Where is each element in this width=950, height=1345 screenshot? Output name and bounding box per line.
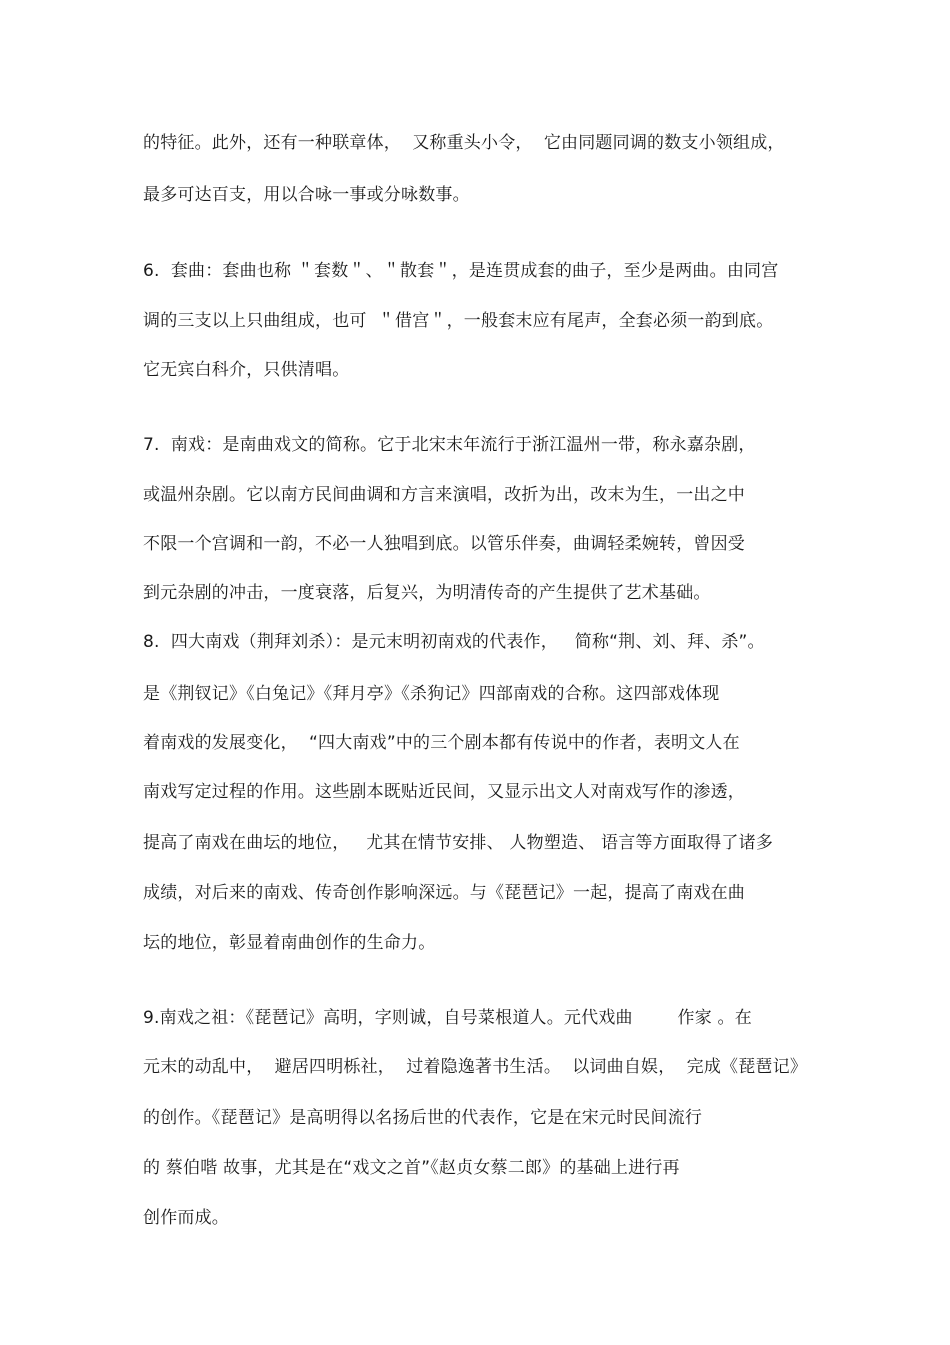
text-line: 不限一个宫调和一韵，不必一人独唱到底。以管乐伴奏，曲调轻柔婉转，曾因受 [143,534,745,554]
text-line: 的 蔡伯喈 故事，尤其是在“戏文之首”《赵贞女蔡二郎》的基础上进行再 [143,1158,680,1178]
text-line: 坛的地位，彰显着南曲创作的生命力。 [143,933,436,953]
text-line: 提高了南戏在曲坛的地位， 尤其在情节安排、 人物塑造、 语言等方面取得了诸多 [143,833,774,853]
text-line: 创作而成。 [143,1208,229,1228]
text-line: 的创作。《琵琶记》是高明得以名扬后世的代表作，它是在宋元时民间流行 [143,1108,703,1128]
text-line: 7. 南戏：是南曲戏文的简称。它于北宋末年流行于浙江温州一带，称永嘉杂剧， [143,435,756,455]
text-line: 或温州杂剧。它以南方民间曲调和方言来演唱，改折为出，改末为生，一出之中 [143,485,745,505]
text-line: 最多可达百支，用以合咏一事或分咏数事。 [143,185,470,205]
text-line: 它无宾白科介，只供清唱。 [143,360,350,380]
text-line: 元末的动乱中， 避居四明栎社， 过着隐逸著书生活。 以词曲自娱， 完成《琵琶记》 [143,1057,808,1077]
text-line: 8. 四大南戏（荆拜刘杀）：是元末明初南戏的代表作， 简称“荆、刘、拜、杀”。 [143,632,765,652]
text-line: 的特征。此外，还有一种联章体， 又称重头小令， 它由同题同调的数支小领组成， [143,133,785,153]
text-line: 9.南戏之祖：《琵琶记》高明，字则诚，自号菜根道人。元代戏曲 作家 。在 [143,1008,752,1028]
text-line: 是《荆钗记》《白兔记》《拜月亭》《杀狗记》四部南戏的合称。这四部戏体现 [143,684,720,704]
text-line: 着南戏的发展变化， “四大南戏”中的三个剧本都有传说中的作者，表明文人在 [143,733,740,753]
text-line: 到元杂剧的冲击，一度衰落，后复兴，为明清传奇的产生提供了艺术基础。 [143,583,711,603]
text-line: 南戏写定过程的作用。这些剧本既贴近民间，又显示出文人对南戏写作的渗透， [143,782,745,802]
text-line: 调的三支以上只曲组成，也可 ＂借宫＂，一般套末应有尾声，全套必须一韵到底。 [143,311,774,331]
text-line: 6. 套曲：套曲也称 ＂套数＂、＂散套＂，是连贯成套的曲子，至少是两曲。由同宫 [143,261,779,281]
text-line: 成绩，对后来的南戏、传奇创作影响深远。与《琵琶记》一起，提高了南戏在曲 [143,883,745,903]
